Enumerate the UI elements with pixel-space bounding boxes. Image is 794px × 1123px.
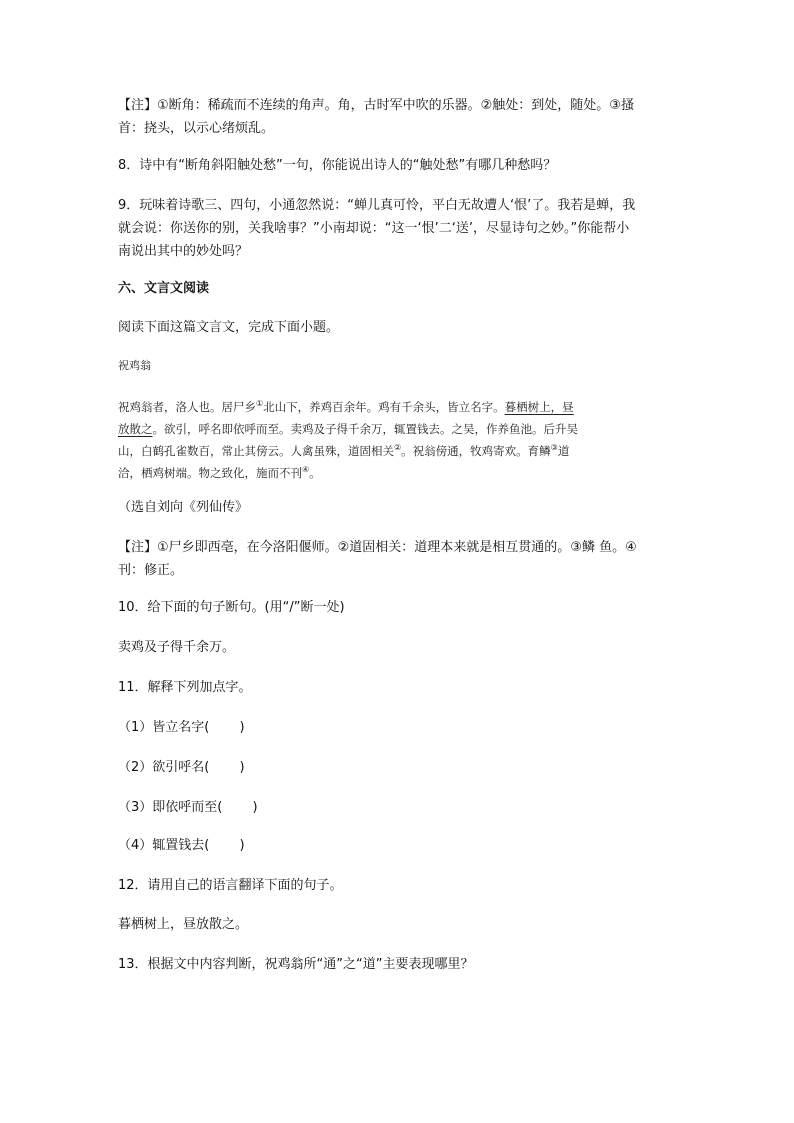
footnote-marker: ③: [550, 443, 558, 453]
passage-text: 。: [309, 466, 321, 480]
question-11-item: （3）即依呼而至( ): [118, 800, 258, 815]
note-line: 【注】①尸乡即西亳，在今洛阳偃师。②道固相关：道理本来就是相互贯通的。③鳞 鱼。④: [118, 540, 637, 555]
instruction: 阅读下面这篇文言文，完成下面小题。: [118, 320, 340, 335]
question-11-item: （4）辄置钱去( ): [118, 838, 245, 853]
passage-text: 道: [557, 444, 570, 458]
question-10: 10．给下面的句子断句。(用“/”断一处): [118, 600, 345, 615]
note-line: 刊：修正。: [118, 563, 184, 578]
note-line: 【注】①断角：稀疏而不连续的角声。角，古时军中吹的乐器。②触处：到处，随处。③搔: [118, 98, 634, 113]
question-11-item: （2）欲引呼名( ): [118, 760, 245, 775]
question-11: 11．解释下列加点字。: [118, 680, 252, 695]
passage-text: 祝鸡翁者，洛人也。居尸乡: [118, 400, 256, 414]
underlined-sentence: 放散之: [118, 422, 153, 436]
section-heading: 六、文言文阅读: [118, 281, 210, 296]
passage-text: 山，白鹤孔雀数百，常止其傍云。人禽虽殊，道固相关: [118, 444, 394, 458]
footnote-marker: ②: [394, 443, 402, 453]
question-13: 13．根据文中内容判断，祝鸡翁所“通”之“道”主要表现哪里？: [118, 957, 474, 972]
question-9-line: 就会说：你送你的别，关我啥事？”小南却说：“这一‘恨’二‘送’，尽显诗句之妙。”你能帮小: [118, 221, 630, 236]
passage-text: 北山下，养鸡百余年。鸡有千余头，皆立名字。: [263, 400, 505, 414]
passage-text: 。欲引，呼名即依呼而至。卖鸡及子得千余万，辄置钱去。之吴，作养鱼池。后升吴: [152, 422, 578, 436]
question-12-sentence: 暮栖树上，昼放散之。: [118, 917, 249, 932]
footnote-marker: ①: [256, 399, 264, 409]
footnote-marker: ④: [302, 465, 310, 475]
passage-line: [118, 396, 676, 418]
passage-line: [118, 440, 676, 462]
passage-line: [118, 418, 676, 440]
question-8: 8．诗中有“断角斜阳触处愁”一句，你能说出诗人的“触处愁”有哪几种愁吗？: [118, 158, 557, 173]
question-9-line: 9．玩味着诗歌三、四句，小通忽然说：“蝉儿真可怜，平白无故遭人‘恨’了。我若是蝉，我: [118, 198, 636, 213]
question-9-line: 南说出其中的妙处吗？: [118, 244, 249, 259]
passage-text: 洽，栖鸡树端。物之致化，施而不刊: [118, 466, 302, 480]
source-citation: （选自刘向《列仙传》: [118, 500, 249, 515]
passage-title: 祝鸡翁: [118, 359, 151, 372]
passage-text: 。祝翁傍通，牧鸡寄欢。育鳞: [401, 444, 551, 458]
underlined-sentence: 暮栖树上，昼: [504, 400, 574, 414]
question-11-item: （1）皆立名字( ): [118, 720, 245, 735]
note-line: 首：挠头，以示心绪烦乱。: [118, 121, 275, 136]
question-12: 12．请用自己的语言翻译下面的句子。: [118, 878, 343, 893]
passage-line: [118, 462, 676, 484]
question-10-sentence: 卖鸡及子得千余万。: [118, 640, 236, 655]
